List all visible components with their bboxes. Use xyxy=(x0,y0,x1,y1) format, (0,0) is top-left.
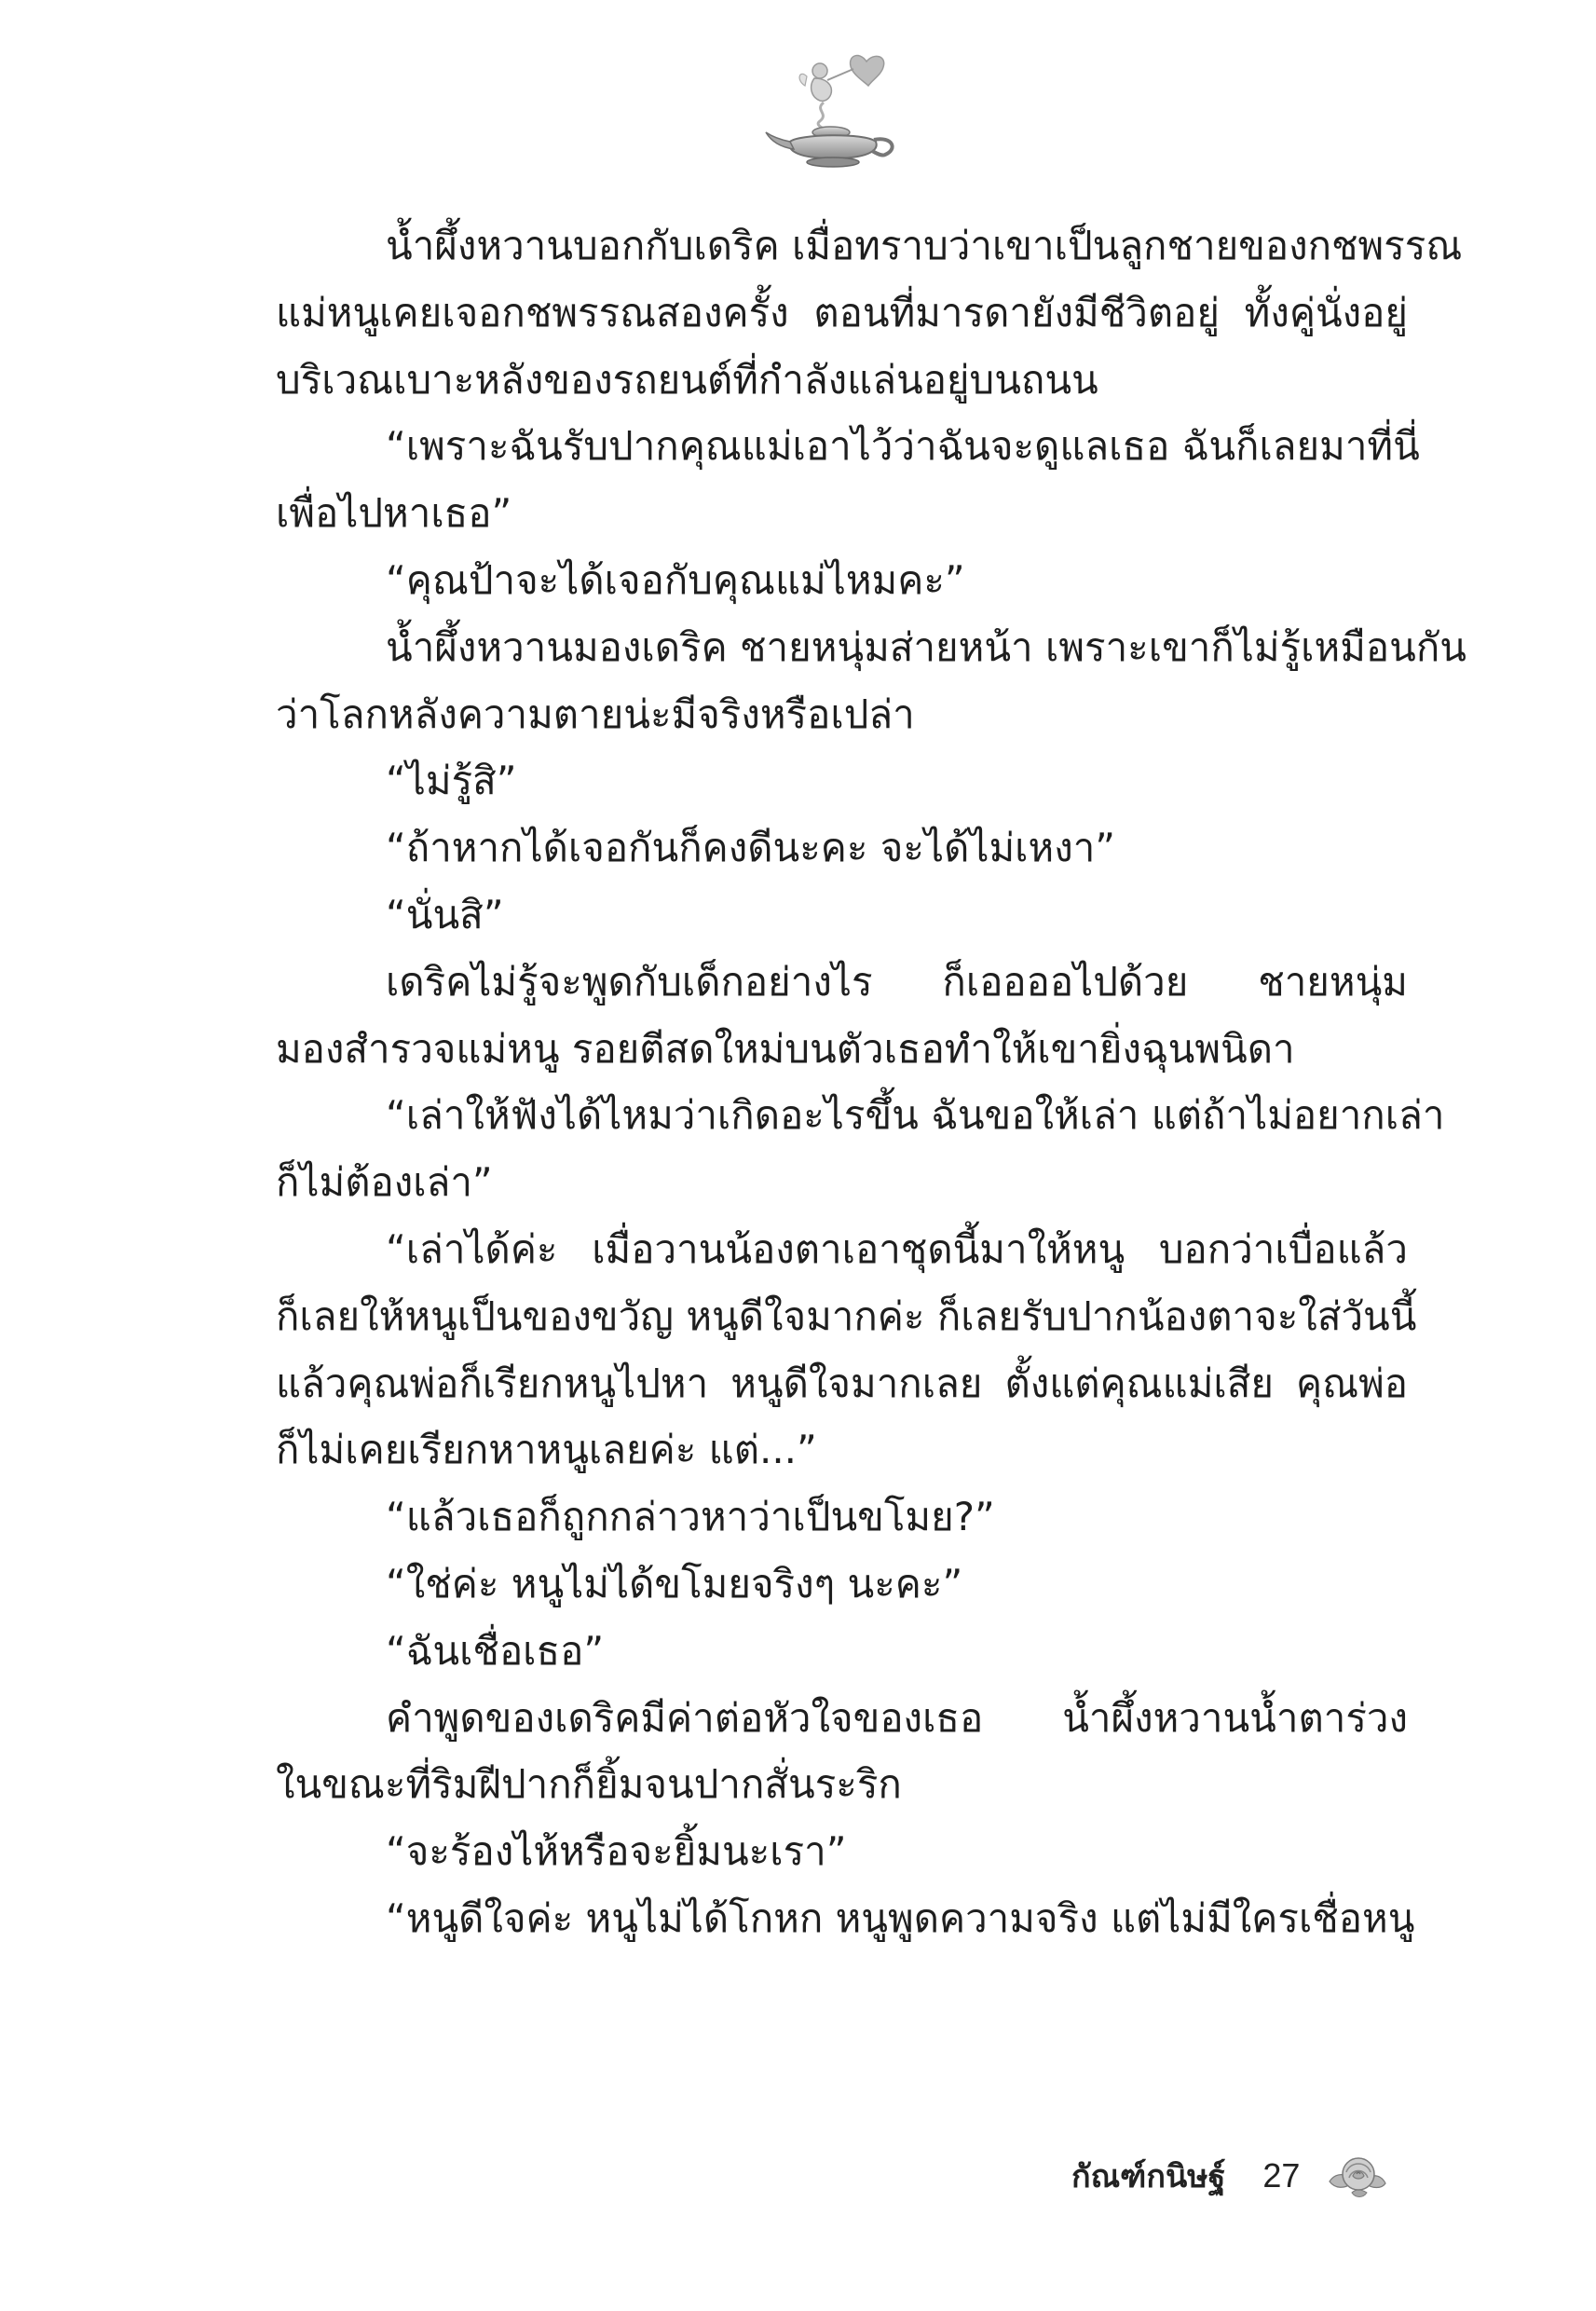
text-line: “ไม่รู้สิ” xyxy=(386,758,517,804)
text-line: คำพูดของเดริคมีค่าต่อหัวใจของเธอ น้ำผึ้งหวานน้ำตาร่วง xyxy=(386,1694,1408,1741)
text-line: น้ำผึ้งหวานบอกกับเดริค เมื่อทราบว่าเขาเป็นลูกชายของกชพรรณ xyxy=(386,223,1463,268)
book-title: กัณฑ์กนิษฐ์ xyxy=(1071,2158,1226,2195)
rose-icon xyxy=(1324,2150,1391,2202)
text-line: “ใช่ค่ะ หนูไม่ได้ขโมยจริงๆ นะคะ” xyxy=(386,1560,963,1607)
page-number: 27 xyxy=(1262,2156,1301,2195)
text-line: “ถ้าหากได้เจอกันก็คงดีนะคะ จะได้ไม่เหงา” xyxy=(386,825,1116,871)
text-line: ในขณะที่ริมฝีปากก็ยิ้มจนปากสั่นระริก xyxy=(276,1761,902,1808)
page-footer xyxy=(1071,2148,1391,2204)
text-line: แล้วคุณพ่อก็เรียกหนูไปหา หนูดีใจมากเลย ตั้งแต่คุณแม่เสีย คุณพ่อ xyxy=(276,1360,1408,1406)
text-line: “คุณป้าจะได้เจอกับคุณแม่ไหมคะ” xyxy=(386,556,965,603)
text-line: มองสำรวจแม่หนู รอยตีสดใหม่บนตัวเธอทำให้เขายิ่งฉุนพนิดา xyxy=(276,1025,1295,1072)
text-line: “หนูดีใจค่ะ หนูไม่ได้โกหก หนูพูดความจริง แต่ไม่มีใครเชื่อหนู xyxy=(386,1894,1415,1941)
genie-lamp-icon xyxy=(762,48,911,170)
text-line: “เล่าให้ฟังได้ไหมว่าเกิดอะไรขึ้น ฉันขอให้เล่า แต่ถ้าไม่อยากเล่า xyxy=(386,1092,1445,1139)
text-line: “นั่นสิ” xyxy=(386,891,504,937)
text-line: ว่าโลกหลังความตายน่ะมีจริงหรือเปล่า xyxy=(276,691,915,737)
text-line: เดริคไม่รู้จะพูดกับเด็กอย่างไร ก็เออออไปด้วย ชายหนุ่ม xyxy=(386,958,1408,1005)
text-line: บริเวณเบาะหลังของรถยนต์ที่กำลังแล่นอยู่บนถนน xyxy=(276,356,1098,403)
text-line: ก็ไม่ต้องเล่า” xyxy=(276,1159,493,1206)
body-text xyxy=(276,212,1466,1952)
text-line: “แล้วเธอก็ถูกกล่าวหาว่าเป็นขโมย?” xyxy=(386,1494,995,1540)
text-line: ก็ไม่เคยเรียกหาหนูเลยค่ะ แต่...” xyxy=(276,1427,817,1473)
text-line: “เล่าได้ค่ะ เมื่อวานน้องตาเอาชุดนี้มาให้หนู บอกว่าเบื่อแล้ว xyxy=(386,1225,1408,1272)
text-line: เพื่อไปหาเธอ” xyxy=(276,490,512,537)
text-line: แม่หนูเคยเจอกชพรรณสองครั้ง ตอนที่มารดายังมีชีวิตอยู่ ทั้งคู่นั่งอยู่ xyxy=(276,289,1408,335)
text-line: น้ำผึ้งหวานมองเดริค ชายหนุ่มส่ายหน้า เพราะเขาก็ไม่รู้เหมือนกัน xyxy=(386,623,1466,670)
text-line: “ฉันเชื่อเธอ” xyxy=(386,1627,605,1674)
text-line: “จะร้องไห้หรือจะยิ้มนะเรา” xyxy=(386,1828,847,1875)
text-line: ก็เลยให้หนูเป็นของขวัญ หนูดีใจมากค่ะ ก็เลยรับปากน้องตาจะใส่วันนี้ xyxy=(276,1292,1417,1339)
text-line: “เพราะฉันรับปากคุณแม่เอาไว้ว่าฉันจะดูแลเธอ ฉันก็เลยมาที่นี่ xyxy=(386,423,1420,470)
